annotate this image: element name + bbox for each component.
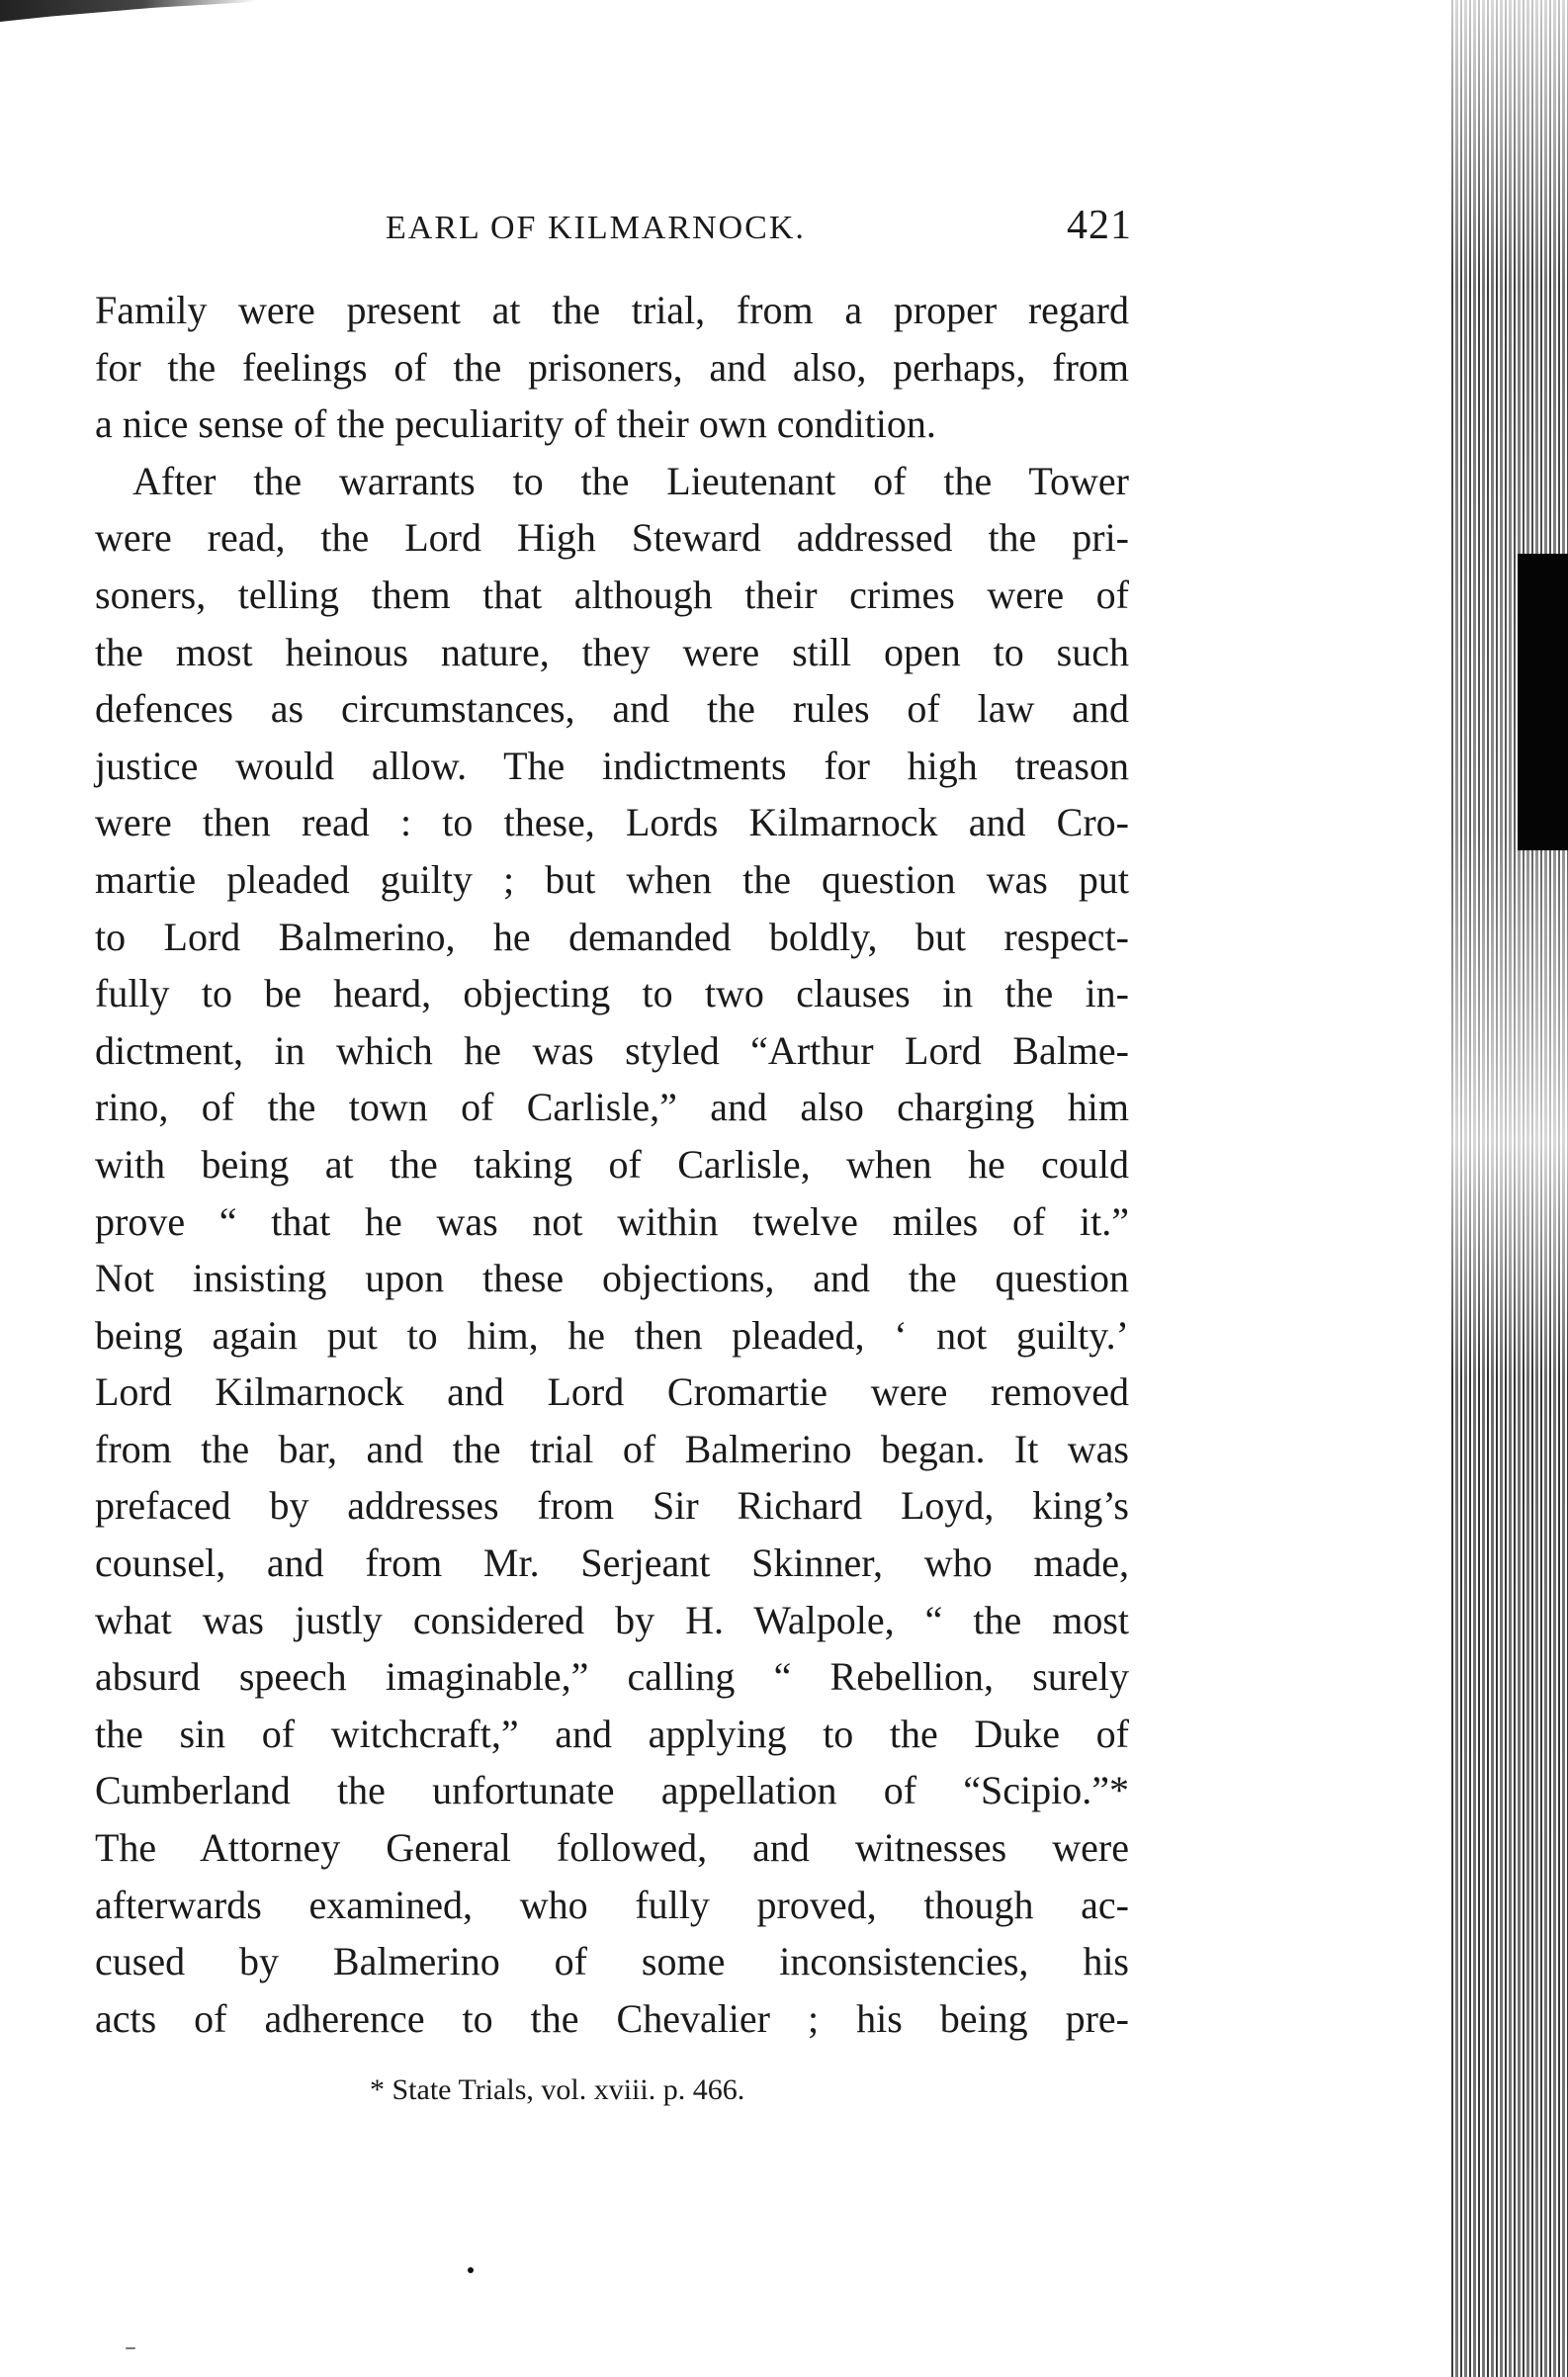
book-binding-edge [1451, 0, 1568, 2377]
text-line: absurd speech imaginable,” calling “ Rebellion, surely [95, 1654, 1129, 1700]
text-line: afterwards examined, who fully proved, though ac- [95, 1882, 1129, 1927]
text-line: what was justly considered by H. Walpole, “ the most [95, 1597, 1129, 1642]
binding-shadow-block [1518, 554, 1568, 850]
text-line: were then read : to these, Lords Kilmarnock and Cro- [95, 800, 1129, 845]
text-line: for the feelings of the prisoners, and also, perhaps, from [95, 344, 1129, 390]
text-line: were read, the Lord High Steward addressed the pri- [95, 515, 1129, 561]
text-line: from the bar, and the trial of Balmerino began. It was [95, 1426, 1129, 1471]
text-line: After the warrants to the Lieutenant of the Tower [132, 458, 1129, 503]
text-line: being again put to him, he then pleaded, ‘ not guilty.’ [95, 1312, 1129, 1358]
text-line: prove “ that he was not within twelve miles of it.” [95, 1198, 1129, 1244]
running-title: EARL OF KILMARNOCK. [386, 210, 806, 246]
text-line: martie pleaded guilty ; but when the question was put [95, 856, 1129, 902]
ink-fleck [468, 2267, 474, 2273]
text-line: acts of adherence to the Chevalier ; his being pre- [95, 1995, 1129, 2041]
text-line: with being at the taking of Carlisle, when he could [95, 1141, 1129, 1187]
text-line: defences as circumstances, and the rules of law and [95, 686, 1129, 732]
text-line: Cumberland the unfortunate appellation of “Scipio.”* [95, 1768, 1129, 1813]
body-text [95, 282, 1129, 2047]
footnote: * State Trials, vol. xviii. p. 466. [370, 2073, 745, 2106]
text-line: prefaced by addresses from Sir Richard Loyd, king’s [95, 1483, 1129, 1529]
scan-edge-shadow [0, 0, 257, 22]
text-line: rino, of the town of Carlisle,” and also charging him [95, 1085, 1129, 1130]
text-line: justice would allow. The indictments for high treason [95, 743, 1129, 788]
text-line: a nice sense of the peculiarity of their own condition. [95, 401, 936, 447]
text-line: Family were present at the trial, from a proper regard [95, 288, 1129, 332]
text-line: dictment, in which he was styled “Arthur Lord Balme- [95, 1027, 1129, 1073]
text-line: the sin of witchcraft,” and applying to the Duke of [95, 1711, 1129, 1756]
ink-fleck [126, 2347, 135, 2349]
text-line: the most heinous nature, they were still open to such [95, 629, 1129, 674]
text-line: Not insisting upon these objections, and the question [95, 1256, 1129, 1301]
text-line: to Lord Balmerino, he demanded boldly, but respect- [95, 914, 1129, 959]
page-number: 421 [1067, 203, 1132, 248]
page-header [386, 202, 1157, 251]
text-line: soners, telling them that although their crimes were of [95, 572, 1129, 617]
text-line: fully to be heard, objecting to two clauses in the in- [95, 971, 1129, 1016]
text-line: counsel, and from Mr. Serjeant Skinner, who made, [95, 1541, 1129, 1586]
text-line: The Attorney General followed, and witnesses were [95, 1825, 1129, 1871]
text-line: Lord Kilmarnock and Lord Cromartie were removed [95, 1369, 1129, 1415]
text-line: cused by Balmerino of some inconsistencies, his [95, 1939, 1129, 1984]
